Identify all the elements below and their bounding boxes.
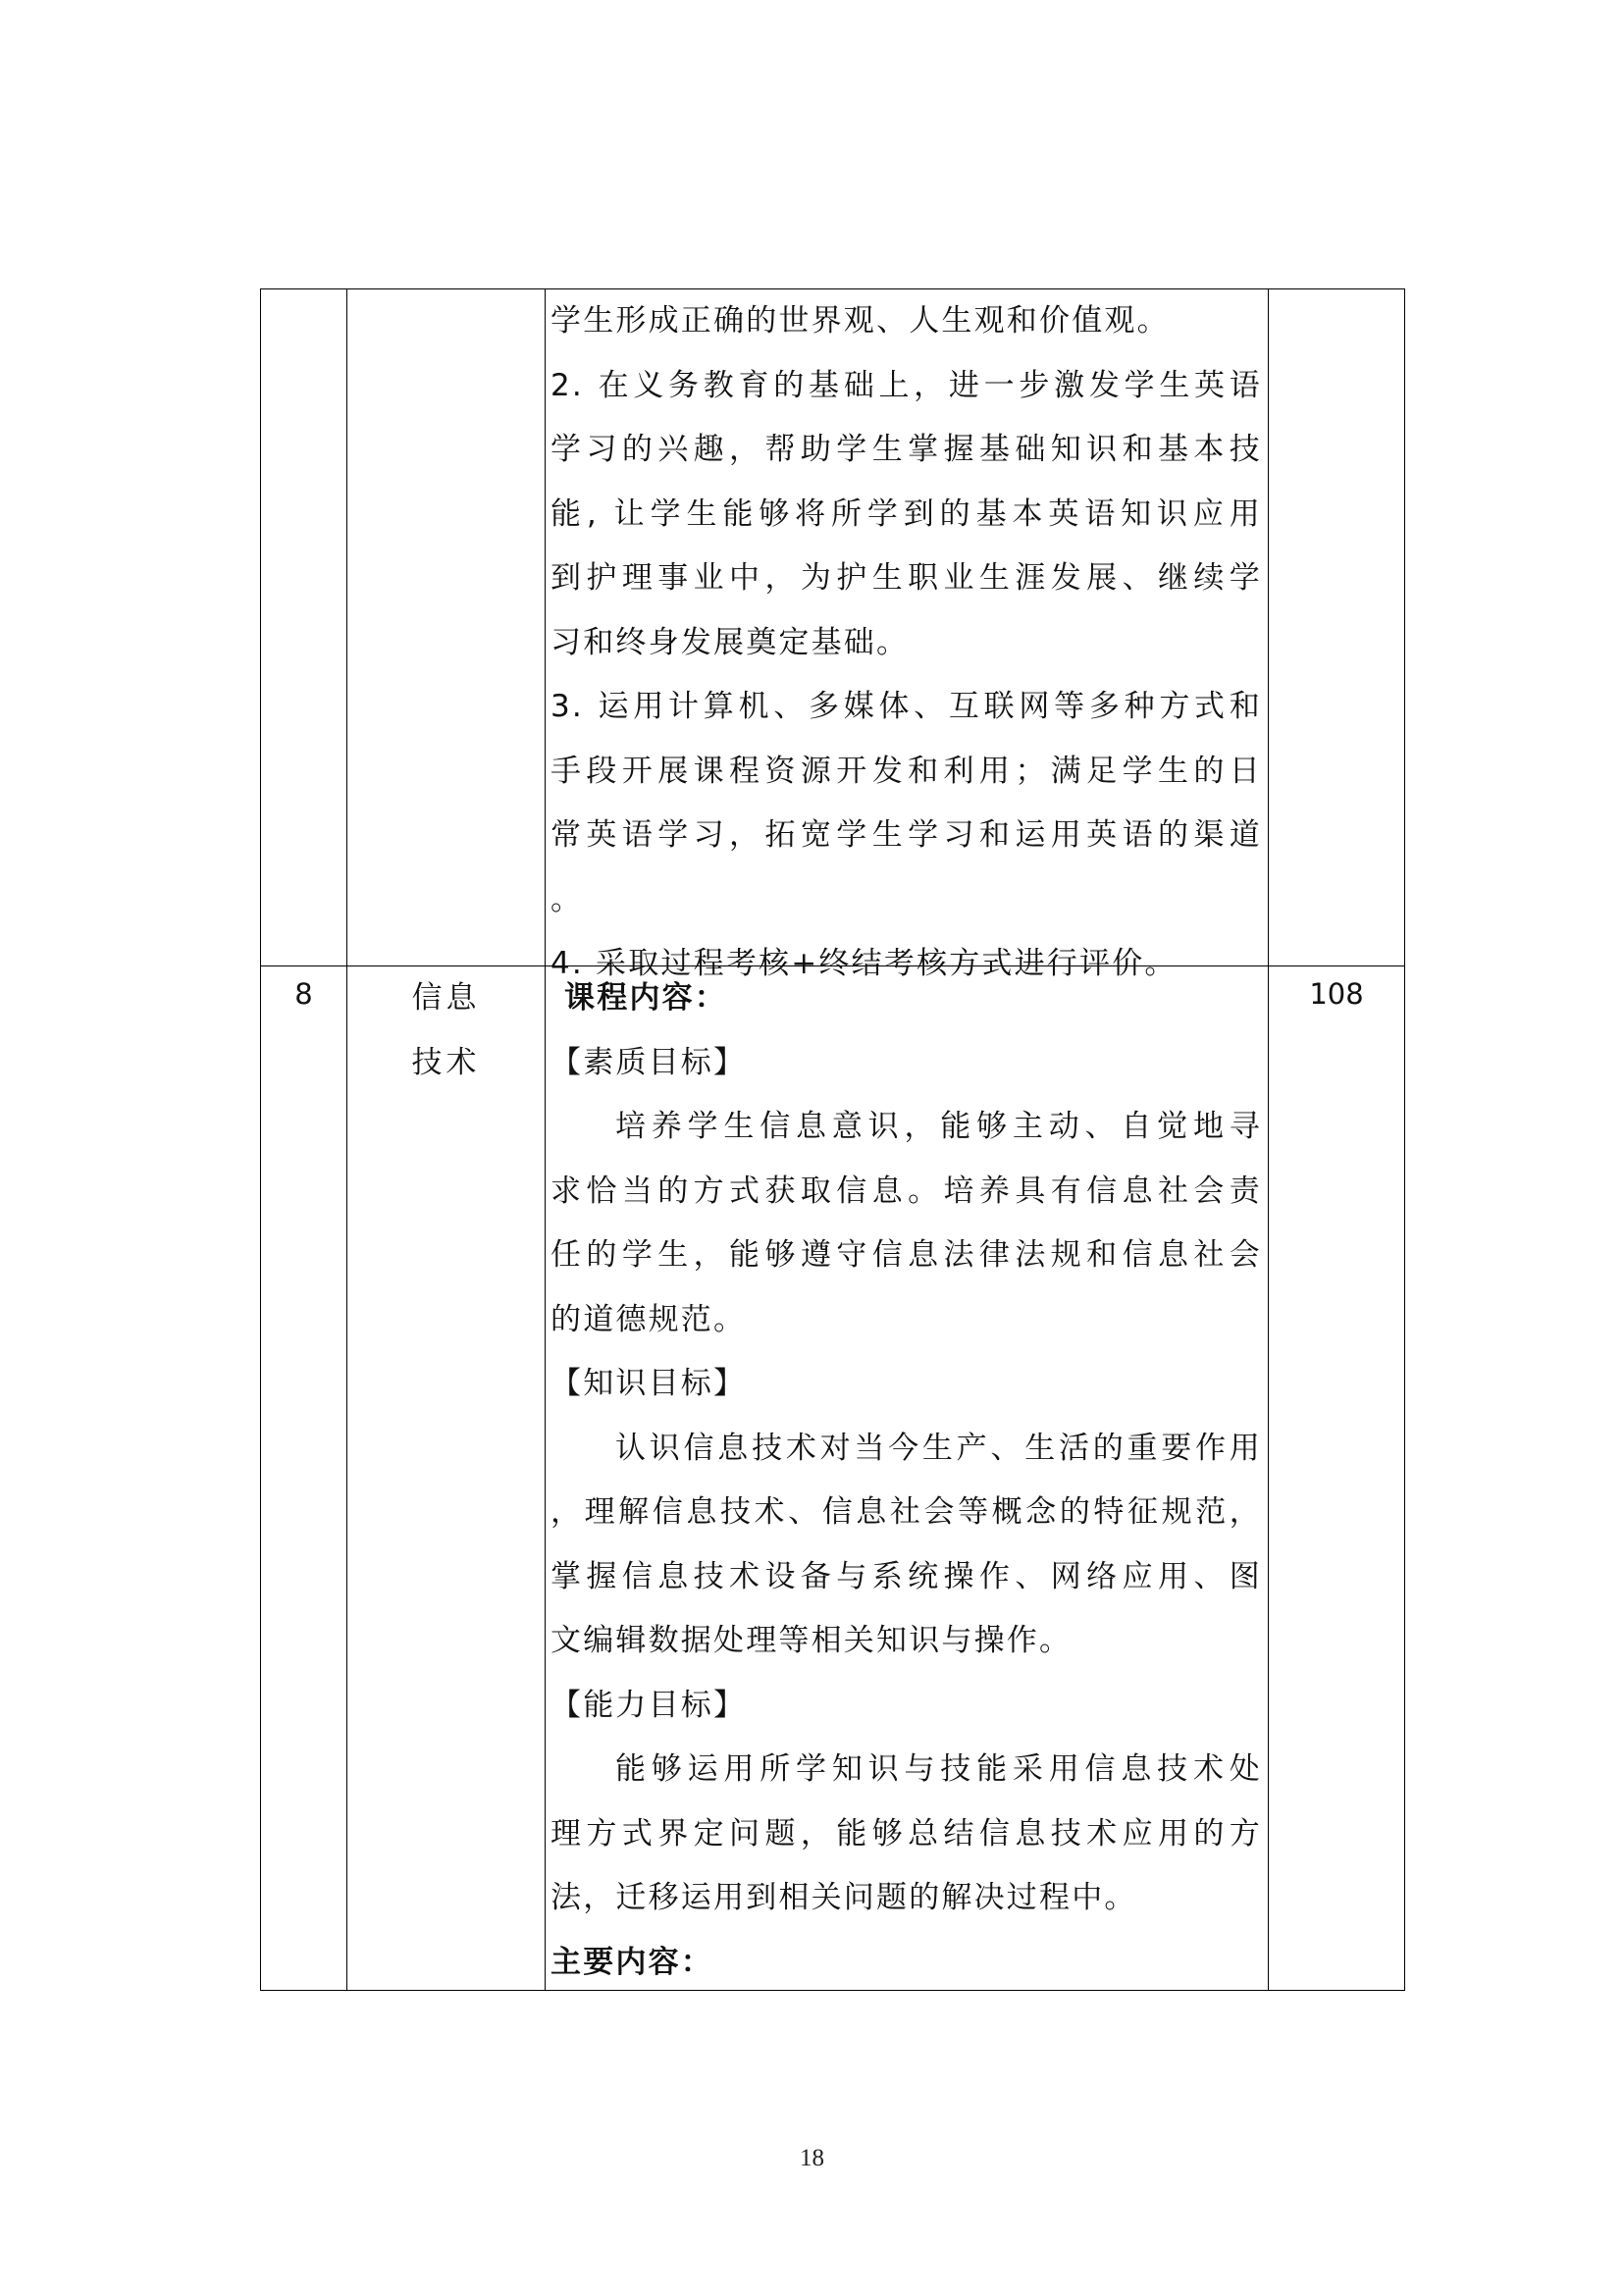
content-line: 学生形成正确的世界观、人生观和价值观。 (550, 303, 1170, 339)
section-heading: 课程内容： (564, 980, 727, 1016)
course-title-line: 技术 (411, 1044, 481, 1080)
content-line: ，理解信息技术、信息社会等概念的特征规范， (550, 1494, 1262, 1530)
number-cell-empty (261, 289, 347, 966)
content-line: 学习的兴趣，帮助学生掌握基础知识和基本技 (550, 432, 1262, 467)
content-line: 4. 采取过程考核+终结考核方式进行评价。 (550, 946, 1178, 981)
content-line: 能够运用所学知识与技能采用信息技术处 (615, 1751, 1262, 1787)
section-heading: 主要内容： (550, 1944, 713, 1980)
objective-heading: 【素质目标】 (550, 1044, 747, 1080)
content-line: 习和终身发展奠定基础。 (550, 624, 910, 660)
course-content-cell (546, 289, 1269, 981)
content-line: 2. 在义务教育的基础上，进一步激发学生英语 (550, 367, 1262, 403)
content-line: 培养学生信息意识，能够主动、自觉地寻 (615, 1109, 1262, 1144)
content-line: 手段开展课程资源开发和利用；满足学生的日 (550, 753, 1262, 789)
hours-cell-empty (1269, 289, 1405, 966)
content-line: 理方式界定问题，能够总结信息技术应用的方 (550, 1815, 1262, 1852)
course-title-line: 信息 (411, 980, 481, 1016)
course-title-cell-empty (347, 289, 546, 966)
content-line: 认识信息技术对当今生产、生活的重要作用 (615, 1430, 1262, 1466)
content-line: 法，迁移运用到相关问题的解决过程中。 (550, 1880, 1137, 1915)
page-number: 18 (800, 2145, 824, 2171)
content-line: 求恰当的方式获取信息。培养具有信息社会责 (550, 1173, 1262, 1209)
content-line: 掌握信息技术设备与系统操作、网络应用、图 (550, 1558, 1262, 1594)
course-title-cell (347, 966, 546, 1991)
content-line: 文编辑数据处理等相关知识与操作。 (550, 1623, 1073, 1658)
content-line: 3. 运用计算机、多媒体、互联网等多种方式和 (550, 689, 1262, 724)
content-line: 能, 让学生能够将所学到的基本英语知识应用 (550, 496, 1262, 532)
objective-heading: 【知识目标】 (550, 1366, 747, 1401)
course-number: 8 (261, 966, 347, 1991)
content-line: 任的学生，能够遵守信息法律法规和信息社会 (550, 1237, 1262, 1273)
table-row-course-8 (261, 966, 1405, 1991)
course-hours: 108 (1269, 966, 1405, 1991)
course-content-cell (546, 966, 1269, 1991)
table-row-continuation (261, 289, 1405, 966)
content-line: 。 (550, 881, 584, 917)
content-line: 的道德规范。 (550, 1301, 747, 1337)
course-table (260, 288, 1405, 1991)
objective-heading: 【能力目标】 (550, 1687, 747, 1723)
content-line: 常英语学习，拓宽学生学习和运用英语的渠道 (550, 817, 1262, 853)
content-line: 到护理事业中，为护生职业生涯发展、继续学 (550, 560, 1262, 596)
